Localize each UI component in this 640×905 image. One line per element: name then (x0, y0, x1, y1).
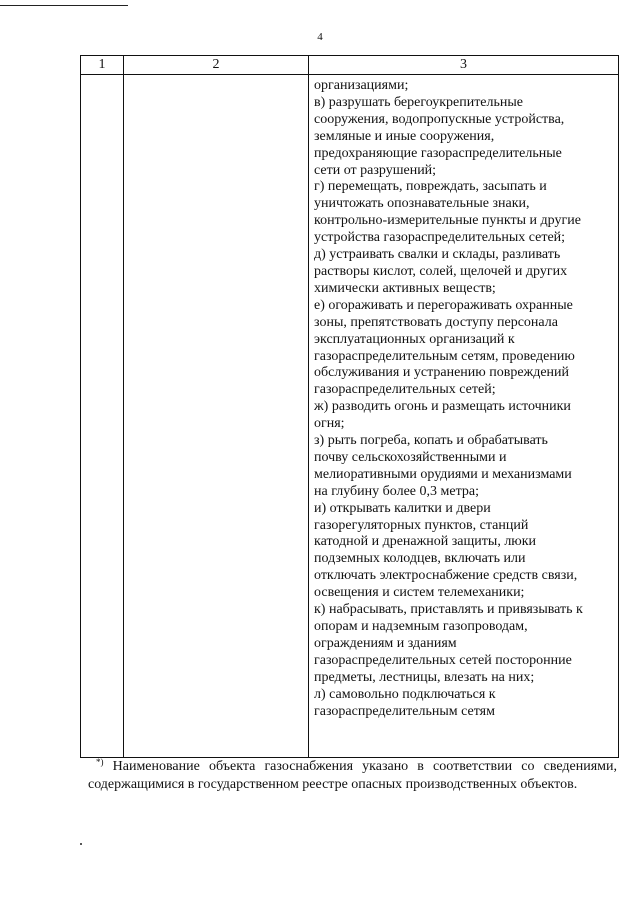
list-item: л) самовольно подключаться к (314, 686, 496, 702)
list-item: мелиоративными орудиями и механизмами (314, 466, 572, 482)
table-row (81, 75, 619, 758)
cell-column-3 (309, 75, 619, 758)
column-header-2: 2 (124, 56, 309, 75)
list-item: земляные и иные сооружения, (314, 128, 495, 144)
list-item: в) разрушать берегоукрепительные (314, 94, 524, 110)
footnote-text: Наименование объекта газоснабжения указано в соответствии со сведениями, содержащимися в государственном реестре опасных производственных объектов. (88, 759, 617, 792)
list-item: газораспределительных сетей посторонние (314, 652, 572, 668)
list-item: ограждениям и зданиям (314, 635, 457, 651)
list-item: отключать электроснабжение средств связи, (314, 568, 578, 584)
list-item: з) рыть погреба, копать и обрабатывать (314, 433, 548, 449)
list-item: почву сельскохозяйственными и (314, 449, 507, 465)
prohibition-list (309, 75, 618, 720)
list-item: контрольно-измерительные пункты и другие (314, 213, 581, 229)
list-item: е) огораживать и перегораживать охранные (314, 297, 573, 313)
top-left-rule (0, 5, 128, 6)
column-header-1: 1 (81, 56, 124, 75)
list-item: химически активных веществ; (314, 280, 496, 296)
list-item: газорегуляторных пунктов, станций (314, 517, 529, 533)
list-item: организациями; (314, 78, 409, 93)
list-item: предохраняющие газораспределительные (314, 145, 562, 161)
list-item: д) устраивать свалки и склады, разливать (314, 247, 561, 263)
footnote (88, 758, 617, 794)
list-item: г) перемещать, повреждать, засыпать и (314, 179, 547, 195)
list-item: огня; (314, 416, 345, 432)
list-item: уничтожать опознавательные знаки, (314, 196, 530, 212)
list-item: сети от разрушений; (314, 162, 437, 178)
column-header-3: 3 (309, 56, 619, 75)
list-item: устройства газораспределительных сетей; (314, 230, 566, 246)
list-item: газораспределительных сетей; (314, 382, 496, 398)
list-item: на глубину более 0,3 метра; (314, 483, 479, 499)
list-item: катодной и дренажной защиты, люки (314, 534, 537, 550)
table-header-row (81, 56, 619, 75)
list-item: и) открывать калитки и двери (314, 500, 491, 516)
list-item: газораспределительным сетям (314, 703, 495, 719)
list-item: к) набрасывать, приставлять и привязывать к (314, 602, 583, 618)
list-item: предметы, лестницы, влезать на них; (314, 669, 535, 685)
cell-column-2 (124, 75, 309, 758)
scan-speck (80, 843, 82, 845)
list-item: эксплуатационных организаций к (314, 331, 515, 347)
list-item: ж) разводить огонь и размещать источники (314, 399, 571, 415)
cell-column-1 (81, 75, 124, 758)
list-item: зоны, препятствовать доступу персонала (314, 314, 558, 330)
page-number: 4 (317, 31, 323, 43)
document-table (80, 55, 619, 758)
list-item: подземных колодцев, включать или (314, 551, 526, 567)
list-item: освещения и систем телемеханики; (314, 585, 525, 601)
list-item: опорам и надземным газопроводам, (314, 619, 528, 634)
footnote-marker: *) (96, 757, 104, 767)
list-item: обслуживания и устранению повреждений (314, 365, 570, 381)
list-item: газораспределительным сетям, проведению (314, 348, 575, 364)
list-item: сооружения, водопропускные устройства, (314, 111, 565, 127)
list-item: растворы кислот, солей, щелочей и других (314, 263, 568, 279)
